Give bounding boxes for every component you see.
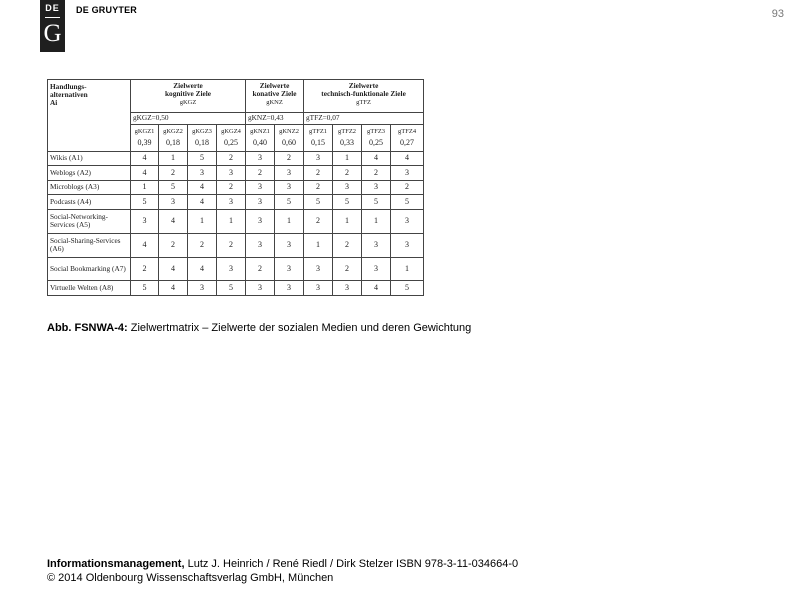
footer-line1 (47, 557, 518, 571)
table-cell: 4 (362, 151, 391, 166)
alternative-label: Social-Sharing-Services (A6) (48, 233, 131, 257)
table-cell: 3 (246, 151, 275, 166)
table-cell: 3 (188, 281, 217, 296)
table-row (48, 209, 424, 233)
table-cell: 2 (304, 166, 333, 181)
criterion-header (304, 124, 333, 151)
logo-g-text: G (43, 20, 62, 47)
publisher-logo (40, 0, 65, 52)
table-cell: 3 (391, 209, 424, 233)
group-weight-konative: gKNZ=0,43 (246, 113, 304, 124)
table-cell: 5 (304, 195, 333, 210)
table-cell: 2 (333, 233, 362, 257)
group-header-technisch (304, 80, 424, 113)
table-cell: 2 (362, 166, 391, 181)
criterion-symbol: gKGZ4 (221, 128, 241, 136)
group-header-konative (246, 80, 304, 113)
table-cell: 1 (275, 209, 304, 233)
footer-authors: Lutz J. Heinrich / René Riedl / Dirk Stelzer ISBN 978-3-11-034664-0 (184, 558, 519, 570)
table-cell: 3 (333, 281, 362, 296)
table-cell: 4 (391, 151, 424, 166)
footer-citation (47, 557, 518, 585)
table-cell: 2 (217, 151, 246, 166)
criterion-header (131, 124, 159, 151)
table-cell: 2 (246, 257, 275, 281)
group-weight-kognitive: gKGZ=0,50 (131, 113, 246, 124)
table-cell: 2 (304, 209, 333, 233)
criterion-symbol: gTFZ1 (309, 128, 328, 136)
table-row (48, 257, 424, 281)
table-cell: 5 (159, 180, 188, 195)
table-cell: 1 (217, 209, 246, 233)
table-cell: 5 (131, 195, 159, 210)
criterion-symbol: gKNZ2 (279, 128, 299, 136)
criterion-header (391, 124, 424, 151)
table-cell: 5 (391, 281, 424, 296)
table-cell: 4 (131, 151, 159, 166)
table-cell: 5 (391, 195, 424, 210)
table-cell: 3 (217, 195, 246, 210)
group-header-line2: kognitive Ziele (165, 89, 212, 98)
group-header-symbol: gKGZ (179, 99, 197, 106)
criterion-header (188, 124, 217, 151)
table-cell: 1 (131, 180, 159, 195)
table-cell: 3 (304, 257, 333, 281)
group-header-line1: Zielwerte (348, 81, 379, 90)
table-cell: 4 (362, 281, 391, 296)
table-cell: 3 (391, 166, 424, 181)
criterion-weight: 0,25 (369, 138, 384, 148)
table-cell: 3 (246, 281, 275, 296)
table-cell: 2 (333, 166, 362, 181)
logo-divider (45, 17, 60, 18)
table-cell: 2 (188, 233, 217, 257)
group-header-symbol: gKNZ (266, 99, 283, 106)
page-number: 93 (771, 8, 784, 20)
table-cell: 1 (333, 151, 362, 166)
criterion-weight: 0,25 (224, 138, 238, 148)
criterion-weight: 0,18 (166, 138, 180, 148)
group-header-line1: Zielwerte (173, 81, 203, 90)
table-cell: 3 (246, 209, 275, 233)
table-cell: 5 (217, 281, 246, 296)
table-cell: 5 (333, 195, 362, 210)
table-cell: 4 (131, 233, 159, 257)
table-cell: 4 (131, 166, 159, 181)
table-cell: 1 (304, 233, 333, 257)
criterion-weight: 0,15 (311, 138, 326, 148)
table-cell: 1 (188, 209, 217, 233)
table-cell: 3 (362, 257, 391, 281)
table-row (48, 180, 424, 195)
figure-caption (47, 322, 471, 334)
caption-label: Abb. FSNWA-4: (47, 322, 128, 334)
alt-header-line2: alternativen (50, 90, 88, 99)
criterion-header (217, 124, 246, 151)
table-cell: 4 (188, 195, 217, 210)
table-cell: 2 (246, 166, 275, 181)
table-cell: 2 (391, 180, 424, 195)
group-weight-technisch: gTFZ=0,07 (304, 113, 424, 124)
table-cell: 5 (188, 151, 217, 166)
group-header-kognitive (131, 80, 246, 113)
alternative-label: Podcasts (A4) (48, 195, 131, 210)
criterion-symbol: gTFZ3 (367, 128, 386, 136)
table-cell: 3 (275, 233, 304, 257)
table-cell: 1 (333, 209, 362, 233)
table-cell: 3 (246, 233, 275, 257)
criterion-symbol: gKGZ1 (134, 128, 155, 136)
table-cell: 3 (159, 195, 188, 210)
criterion-symbol: gKGZ3 (192, 128, 212, 136)
criterion-header (333, 124, 362, 151)
alternative-label: Weblogs (A2) (48, 166, 131, 181)
table-cell: 5 (362, 195, 391, 210)
table-cell: 2 (217, 233, 246, 257)
criterion-weight: 0,60 (282, 138, 297, 148)
table-row (48, 195, 424, 210)
criterion-weight: 0,33 (340, 138, 355, 148)
group-header-line2: konative Ziele (252, 89, 297, 98)
table-cell: 3 (131, 209, 159, 233)
table-cell: 3 (246, 195, 275, 210)
criterion-weight: 0,27 (400, 138, 415, 148)
table-cell: 3 (217, 257, 246, 281)
table-cell: 5 (131, 281, 159, 296)
table-cell: 2 (304, 180, 333, 195)
table-cell: 3 (246, 180, 275, 195)
alternative-label: Virtuelle Welten (A8) (48, 281, 131, 296)
table-cell: 3 (188, 166, 217, 181)
table-row (48, 166, 424, 181)
group-header-line1: Zielwerte (259, 81, 290, 90)
table-row (48, 281, 424, 296)
alternative-label: Wikis (A1) (48, 151, 131, 166)
table-cell: 2 (275, 151, 304, 166)
zielwertmatrix-table (47, 79, 423, 296)
alternatives-header (48, 80, 131, 152)
alternative-label: Microblogs (A3) (48, 180, 131, 195)
table-cell: 1 (159, 151, 188, 166)
criterion-weight: 0,18 (195, 138, 209, 148)
alternative-label: Social Bookmarking (A7) (48, 257, 131, 281)
criterion-header (159, 124, 188, 151)
table-cell: 4 (159, 257, 188, 281)
alt-header-line1: Handlungs- (50, 82, 87, 91)
criterion-symbol: gKNZ1 (250, 128, 270, 136)
table-cell: 3 (304, 151, 333, 166)
table-cell: 3 (275, 257, 304, 281)
table-cell: 3 (275, 180, 304, 195)
criterion-header (246, 124, 275, 151)
table-cell: 1 (362, 209, 391, 233)
footer-copyright: © 2014 Oldenbourg Wissenschaftsverlag GmbH, München (47, 572, 334, 584)
table-row (48, 151, 424, 166)
table-cell: 3 (217, 166, 246, 181)
table-row (48, 233, 424, 257)
table-cell: 3 (275, 281, 304, 296)
alt-header-line3: Ai (50, 98, 58, 107)
table-cell: 3 (275, 166, 304, 181)
criterion-symbol: gTFZ2 (338, 128, 357, 136)
table-cell: 1 (391, 257, 424, 281)
table-cell: 2 (159, 166, 188, 181)
caption-text: Zielwertmatrix – Zielwerte der sozialen Medien und deren Gewichtung (127, 322, 472, 334)
group-header-line2: technisch-funktionale Ziele (321, 89, 406, 98)
table-cell: 2 (159, 233, 188, 257)
table-cell: 3 (333, 180, 362, 195)
group-header-symbol: gTFZ (356, 99, 371, 106)
table-cell: 3 (391, 233, 424, 257)
criterion-header (275, 124, 304, 151)
publisher-name: DE GRUYTER (76, 5, 138, 15)
table-cell: 5 (275, 195, 304, 210)
table-cell: 3 (362, 180, 391, 195)
table-cell: 2 (217, 180, 246, 195)
table-cell: 4 (159, 209, 188, 233)
footer-book-title: Informationsmanagement, (47, 558, 185, 570)
table-cell: 3 (304, 281, 333, 296)
table-cell: 4 (188, 180, 217, 195)
criterion-symbol: gTFZ4 (398, 128, 417, 136)
table-cell: 4 (188, 257, 217, 281)
criterion-symbol: gKGZ2 (163, 128, 183, 136)
table-cell: 3 (362, 233, 391, 257)
criterion-header (362, 124, 391, 151)
criterion-weight: 0,39 (137, 138, 152, 148)
table-cell: 2 (333, 257, 362, 281)
table-cell: 2 (131, 257, 159, 281)
alternative-label: Social-Networking-Services (A5) (48, 209, 131, 233)
table-cell: 4 (159, 281, 188, 296)
logo-de-text: DE (45, 3, 60, 13)
criterion-weight: 0,40 (253, 138, 268, 148)
